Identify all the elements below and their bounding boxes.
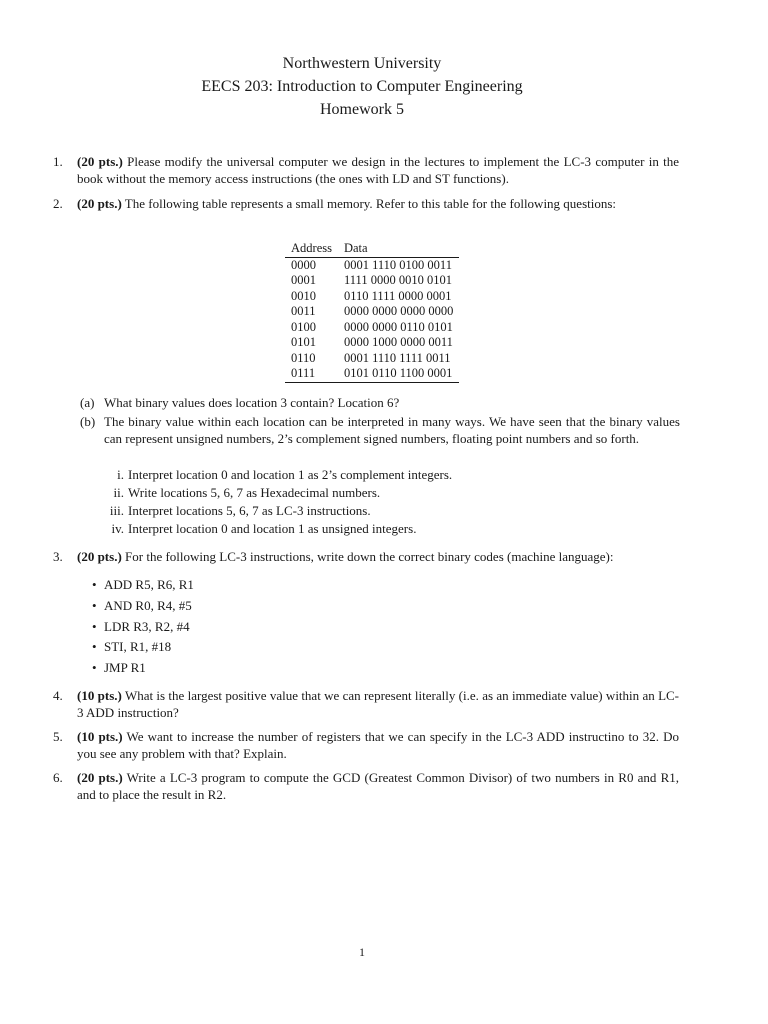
item-label: i. — [117, 467, 124, 482]
question-2-part-a — [80, 395, 680, 412]
question-4 — [53, 688, 679, 721]
data-cell: 0001 1110 0100 0011 — [343, 257, 452, 272]
list-item — [100, 467, 600, 484]
instruction-text: AND R0, R4, #5 — [104, 598, 192, 613]
table-row — [285, 351, 459, 367]
question-number: 6. — [53, 770, 63, 785]
question-text: Write a LC-3 program to compute the GCD (Greatest Common Divisor) of two numbers in R0 and R1, and to place the result in R2. — [77, 770, 679, 802]
list-item — [100, 521, 600, 538]
question-2 — [53, 196, 679, 213]
bullet-icon: • — [92, 619, 97, 634]
question-number: 5. — [53, 729, 63, 744]
bullet-icon: • — [92, 577, 97, 592]
address-cell: 0111 — [285, 366, 338, 382]
address-cell: 0101 — [291, 335, 316, 349]
question-points: (10 pts.) — [77, 729, 123, 744]
question-number: 2. — [53, 196, 63, 211]
data-cell: 0000 1000 0000 0011 — [343, 335, 453, 349]
list-item — [92, 598, 192, 615]
question-text: For the following LC-3 instructions, write down the correct binary codes (machine language): — [125, 549, 614, 564]
item-text: Write locations 5, 6, 7 as Hexadecimal numbers. — [128, 485, 381, 500]
question-points: (20 pts.) — [77, 154, 123, 169]
document-header — [0, 52, 724, 121]
item-label: iii. — [109, 503, 124, 518]
bullet-icon: • — [92, 660, 97, 675]
question-points: (20 pts.) — [77, 770, 123, 785]
question-5 — [53, 729, 679, 762]
column-header-address: Address — [285, 241, 338, 257]
question-2-part-b — [80, 414, 680, 447]
instruction-text: JMP R1 — [104, 660, 146, 675]
address-cell: 0001 — [291, 273, 316, 287]
course-title: EECS 203: Introduction to Computer Engineering — [201, 78, 523, 95]
university-name: Northwestern University — [282, 55, 442, 72]
list-item — [92, 619, 190, 636]
question-points: (20 pts.) — [77, 196, 122, 211]
list-item — [100, 503, 600, 520]
data-cell: 0000 0000 0000 0000 — [343, 304, 454, 318]
table-row — [285, 257, 459, 273]
assignment-title: Homework 5 — [320, 101, 404, 118]
table-row — [285, 320, 459, 336]
list-item — [92, 660, 146, 677]
part-text: What binary values does location 3 contain? Location 6? — [104, 395, 400, 410]
question-text: What is the largest positive value that we can represent literally (i.e. as an immediate value) within an LC-3 ADD instruction? — [77, 688, 680, 720]
question-number: 1. — [53, 154, 63, 169]
data-cell: 1111 0000 0010 0101 — [343, 273, 452, 287]
data-cell: 0101 0110 1100 0001 — [338, 366, 459, 382]
instruction-text: LDR R3, R2, #4 — [104, 619, 190, 634]
item-text: Interpret locations 5, 6, 7 as LC-3 instructions. — [128, 503, 371, 518]
column-header-data: Data — [338, 241, 459, 257]
question-number: 4. — [53, 688, 63, 703]
table-row — [285, 335, 459, 351]
question-6 — [53, 770, 679, 803]
instruction-text: ADD R5, R6, R1 — [104, 577, 194, 592]
question-text: We want to increase the number of registers that we can specify in the LC-3 ADD instructino to 32. Do you see any problem with that? Explain. — [77, 729, 679, 761]
table-row — [285, 304, 459, 320]
question-points: (20 pts.) — [77, 549, 122, 564]
address-cell: 0000 — [291, 257, 316, 272]
table-row — [285, 366, 459, 382]
question-3 — [53, 549, 679, 566]
memory-table — [285, 241, 459, 383]
list-item — [92, 577, 194, 594]
question-points: (10 pts.) — [77, 688, 122, 703]
address-cell: 0010 — [291, 288, 316, 303]
page-number: 1 — [359, 945, 365, 959]
bullet-icon: • — [92, 598, 97, 613]
list-item — [100, 485, 600, 502]
part-label: (b) — [80, 414, 96, 429]
question-number: 3. — [53, 549, 63, 564]
table-row — [285, 273, 459, 289]
list-item — [92, 639, 171, 656]
address-cell: 0011 — [291, 304, 316, 318]
address-cell: 0110 — [291, 350, 316, 365]
address-cell: 0100 — [291, 319, 316, 334]
bullet-icon: • — [92, 639, 97, 654]
part-text: The binary value within each location can be interpreted in many ways. We have seen that the binary values can represent unsigned numbers, 2’s complement signed numbers, floating point numbers and so forth. — [104, 414, 680, 446]
question-text: Please modify the universal computer we design in the lectures to implement the LC-3 computer in the book without the memory access instructions (the ones with LD and ST functions). — [77, 154, 680, 186]
item-label: ii. — [113, 485, 124, 500]
table-header-row — [285, 241, 459, 257]
question-text: The following table represents a small memory. Refer to this table for the following questions: — [124, 196, 617, 211]
item-text: Interpret location 0 and location 1 as unsigned integers. — [128, 521, 417, 536]
item-text: Interpret location 0 and location 1 as 2’s complement integers. — [128, 467, 453, 482]
question-1 — [53, 154, 679, 187]
part-label: (a) — [80, 395, 95, 410]
data-cell: 0001 1110 1111 0011 — [343, 350, 451, 365]
data-cell: 0110 1111 0000 0001 — [343, 288, 452, 303]
data-cell: 0000 0000 0110 0101 — [343, 319, 453, 334]
instruction-text: STI, R1, #18 — [104, 639, 172, 654]
item-label: iv. — [111, 521, 124, 536]
table-row — [285, 289, 459, 305]
